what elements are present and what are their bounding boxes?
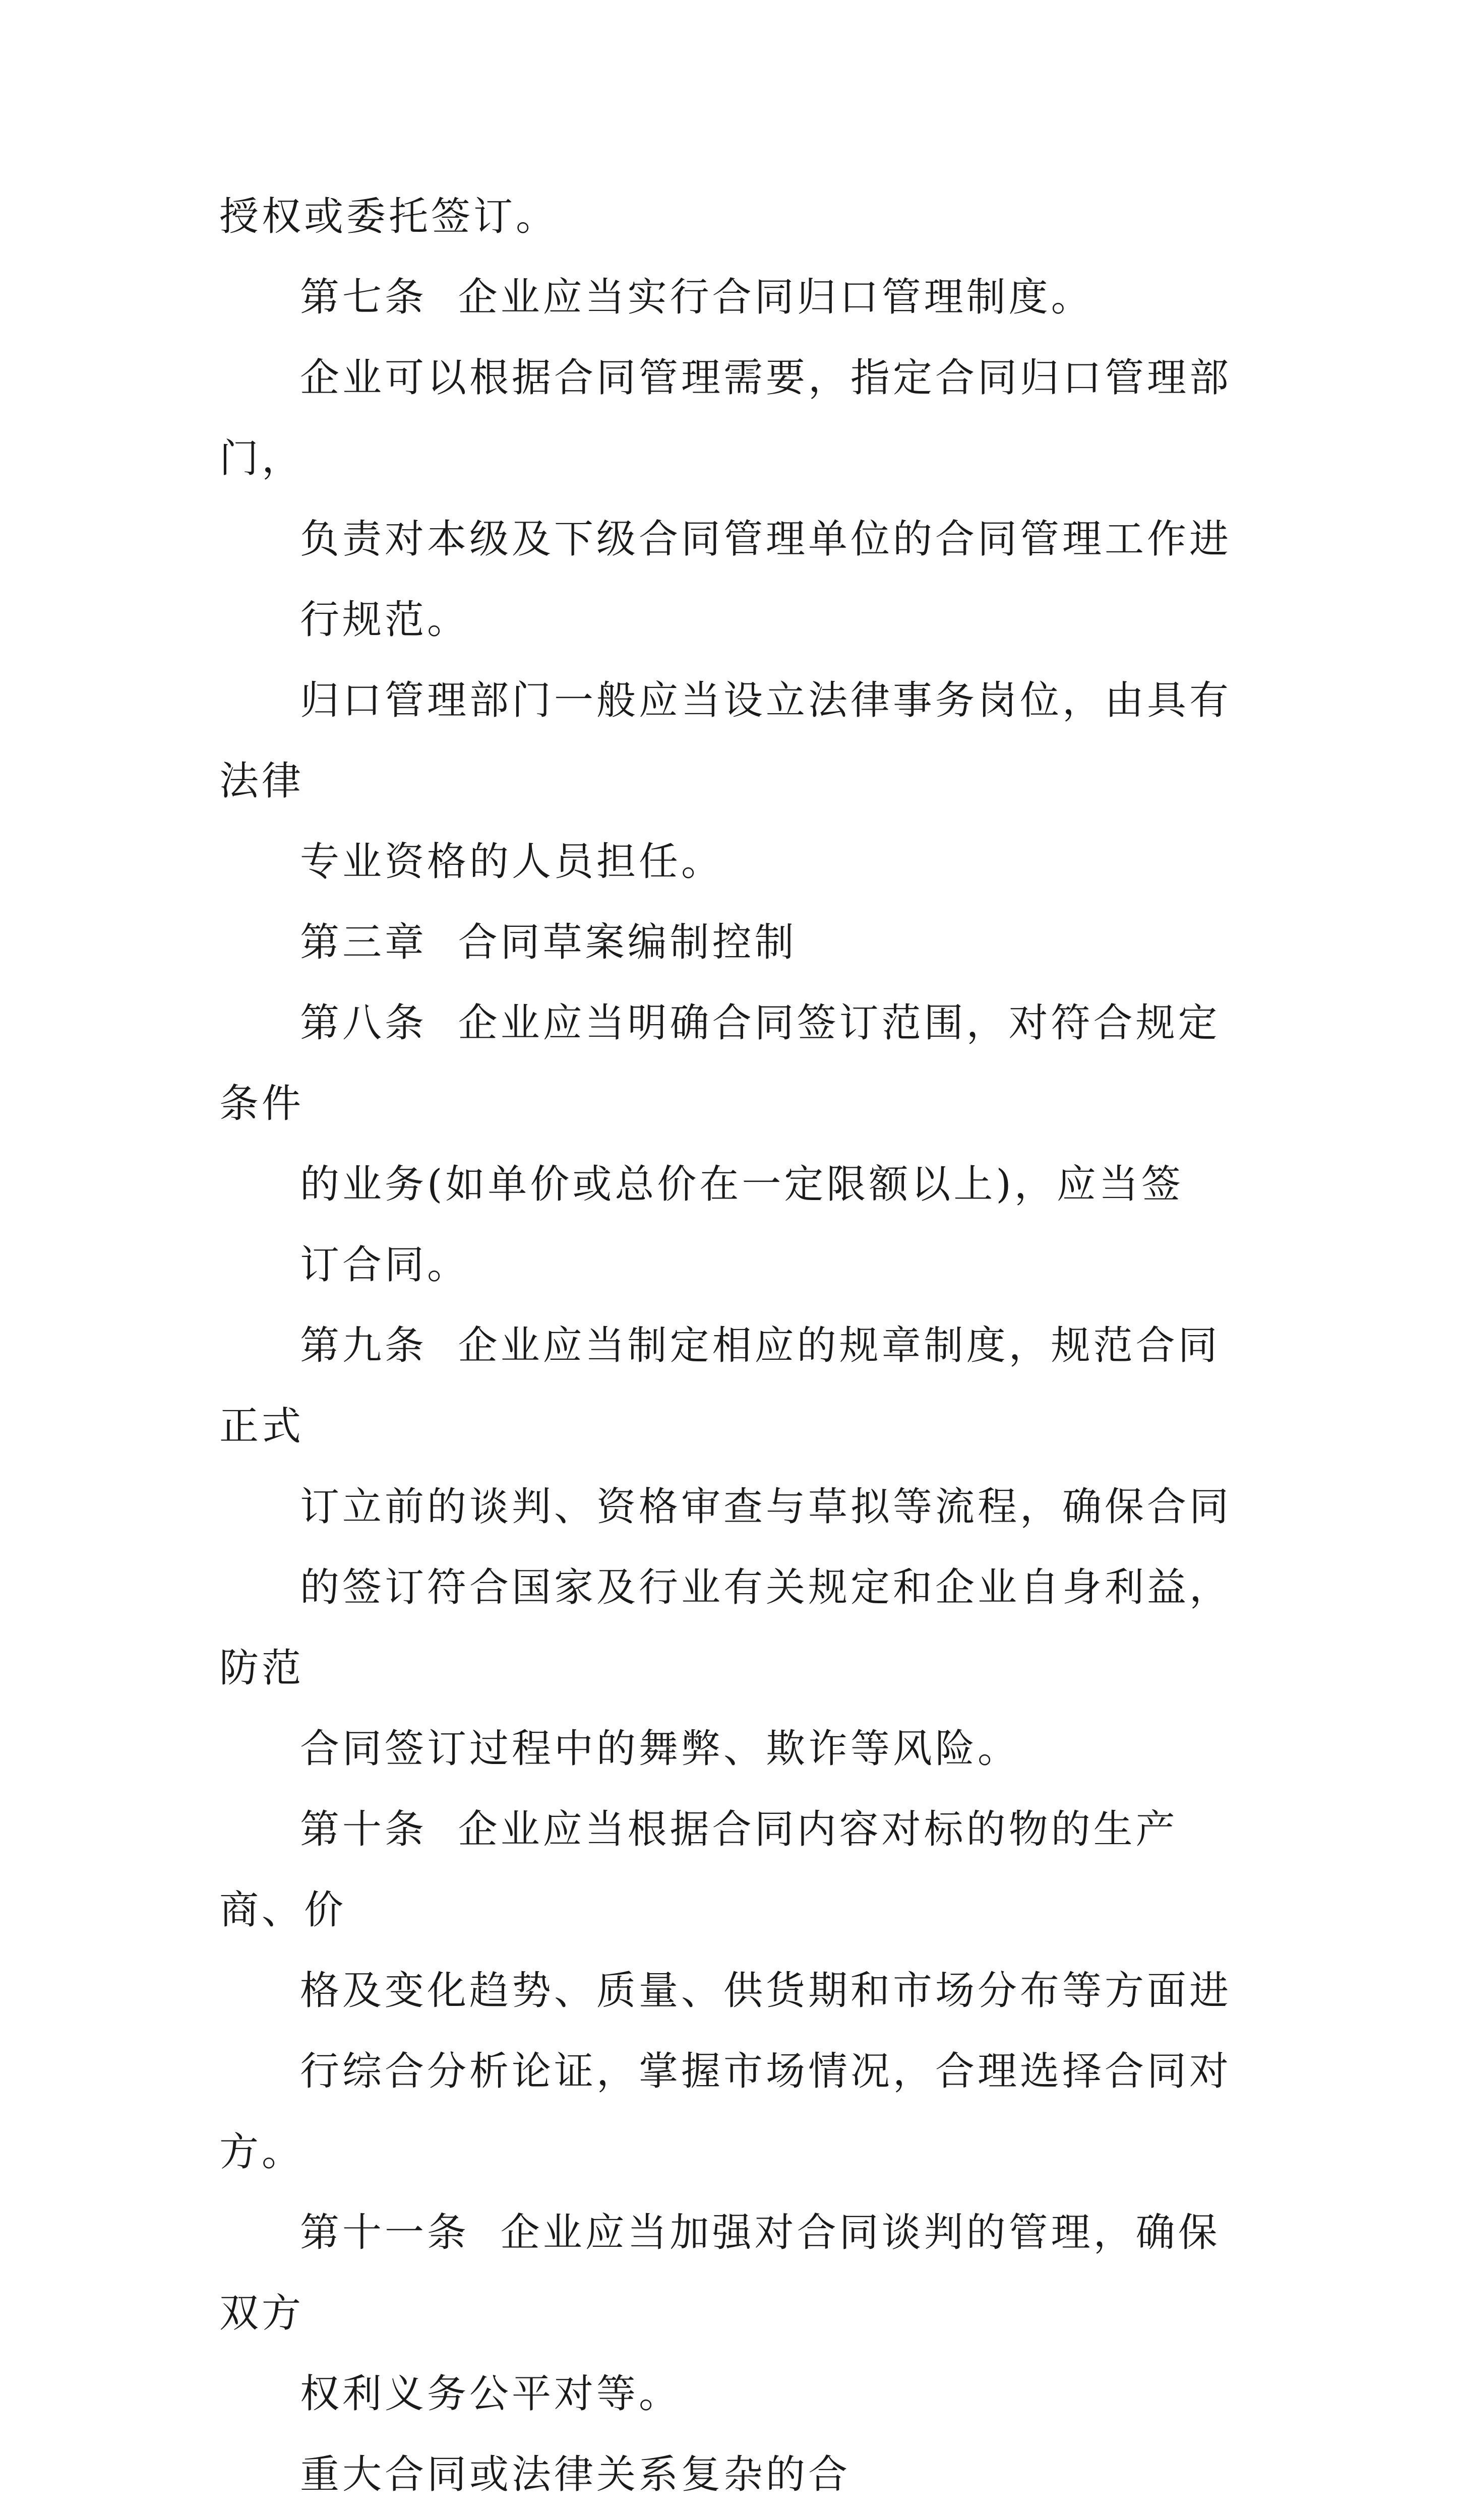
paragraph [219,2192,1258,2434]
text-line: 的签订符合国家及行业有关规定和企业自身利益，防范 [219,1565,1232,1691]
text-line: 第八条 企业应当明确合同签订范围，对符合规定条件 [219,1000,1221,1126]
paragraph [219,176,1258,257]
text-line: 第十条 企业应当根据合同内容对标的物的生产商、价 [219,1807,1178,1933]
text-line: 的业务(如单价或总价在一定限额以上)，应当签 [300,1162,1184,1207]
paragraph [219,2031,1258,2192]
text-line: 重大合同或法律关系复杂的合 [300,2452,851,2497]
text-line: 行综合分析论证，掌握市场情况，合理选择合同对方。 [219,2049,1232,2175]
text-line: 授权或委托签订。 [219,194,559,239]
paragraph [219,257,1258,338]
paragraph [219,580,1258,660]
text-line: 合同签订过程中的舞弊、欺诈等风险。 [300,1726,1020,1772]
paragraph [219,2515,1258,2520]
text-line: 负责对本级及下级合同管理单位的合同管理工作进 [300,517,1232,562]
text-line: 格及变化趋势、质量、供货期和市场分布等方面进 [300,1968,1232,2013]
text-line: 第十一条 企业应当加强对合同谈判的管理，确保双方 [219,2210,1221,2336]
paragraph [219,2434,1258,2515]
document-body [219,176,1258,2520]
paragraph [219,1789,1258,2031]
text-line: 第九条 企业应当制定相应的规章制度，规范合同正式 [219,1323,1221,1449]
text-line: 第七条 企业应当实行合同归口管理制度。 [300,275,1093,320]
paragraph [219,1225,1258,1305]
text-line: 专业资格的人员担任。 [300,839,724,885]
text-line: 权利义务公平对等。 [300,2371,682,2417]
paragraph [219,983,1258,1225]
text-line: 企业可以根据合同管理需要，指定合同归口管理部门， [219,355,1232,481]
paragraph [219,1547,1258,1789]
text-line [219,2515,1258,2520]
paragraph [219,338,1258,580]
text-line: 归口管理部门一般应当设立法律事务岗位，由具有法律 [219,678,1232,804]
paragraph [219,1305,1258,1547]
text-line: 行规范。 [300,597,470,643]
paragraph [219,902,1258,983]
text-line: 第三章 合同草案编制控制 [300,920,797,965]
text-line: 订立前的谈判、资格审查与草拟等流程，确保合同 [300,1484,1232,1530]
paragraph [219,660,1258,902]
text-line: 订合同。 [300,1242,470,1288]
